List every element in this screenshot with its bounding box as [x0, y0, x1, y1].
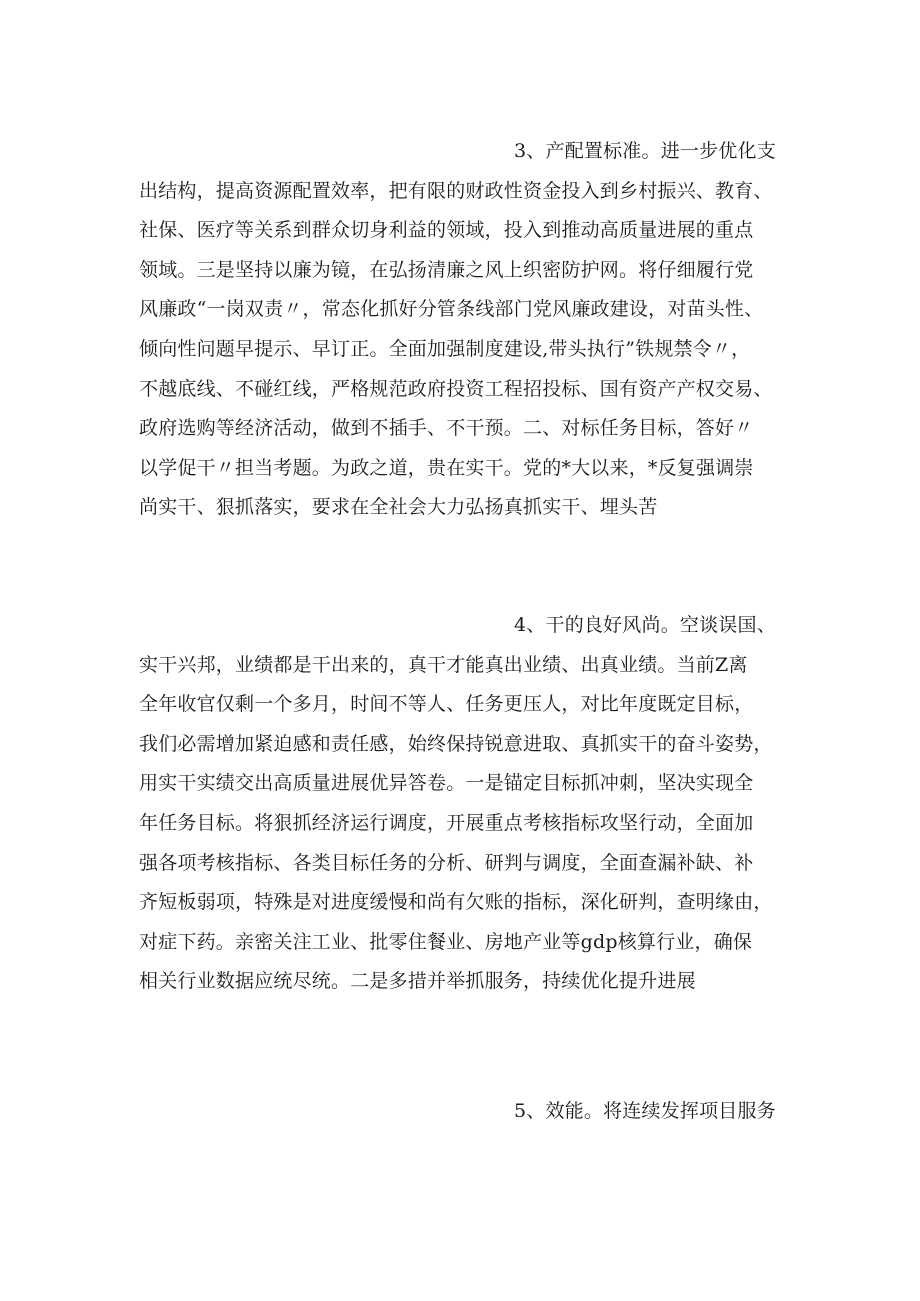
paragraph-line: 尚实干、狠抓落实，要求在全社会大力弘扬真抓实干、埋头苦 [139, 496, 658, 519]
paragraph-line: 年任务目标。将狠抓经济运行调度，开展重点考核指标攻坚行动，全面加 [139, 811, 754, 834]
paragraph-line: 用实干实绩交出高质量进展优异答卷。一是锚定目标抓冲刺，坚决实现全 [139, 772, 754, 795]
paragraph-1 [139, 132, 799, 528]
paragraph-line: 倾向性问题早提示、早订正。全面加强制度建设,带头执行”铁规禁令〃， [139, 337, 751, 360]
paragraph-line: 对症下药。亲密关注工业、批零住餐业、房地产业等gdp核算行业，确保 [139, 930, 753, 953]
paragraph-line: 实干兴邦，业绩都是干出来的，真干才能真出业绩、出真业绩。当前Z离 [139, 653, 748, 676]
paragraph-line: 领域。三是坚持以廉为镜，在弘扬清廉之风上织密防护网。将仔细履行党 [139, 258, 754, 281]
paragraph-line: 风廉政“一岗双责〃，常态化抓好分管条线部门党风廉政建设，对苗头性、 [139, 298, 764, 321]
paragraph-line: 以学促干〃担当考题。为政之道，贵在实干。党的*大以来，*反复强调崇 [139, 456, 754, 479]
paragraph-line: 4、干的良好风尚。空谈误国、 [514, 614, 776, 636]
paragraph-line: 社保、医疗等关系到群众切身利益的领域，投入到推动高质量进展的重点 [139, 219, 754, 242]
paragraph-line: 3、产配置标准。进一步优化支 [514, 140, 776, 162]
paragraph-line: 不越底线、不碰红线，严格规范政府投资工程招投标、国有资产产权交易、 [139, 377, 773, 400]
paragraph-line: 相关行业数据应统尽统。二是多措并举抓服务，持续优化提升进展 [139, 970, 696, 993]
paragraph-2 [139, 606, 799, 1002]
paragraph-line: 政府选购等经济活动，做到不插手、不干预。二、对标任务目标，答好〃 [139, 417, 754, 440]
paragraph-line: 5、效能。将连续发挥项目服务 [514, 1100, 776, 1122]
paragraph-line: 强各项考核指标、各类目标任务的分析、研判与调度，全面查漏补缺、补 [139, 851, 754, 874]
paragraph-line: 齐短板弱项，特殊是对进度缓慢和尚有欠账的指标，深化研判，查明缘由， [139, 891, 773, 914]
paragraph-line: 出结构，提高资源配置效率，把有限的财政性资金投入到乡村振兴、教育、 [139, 179, 773, 202]
paragraph-line: 我们必需增加紧迫感和责任感，始终保持锐意进取、真抓实干的奋斗姿势， [139, 732, 773, 755]
paragraph-line: 全年收官仅剩一个多月，时间不等人、任务更压人，对比年度既定目标， [139, 693, 754, 716]
paragraph-3 [139, 1092, 799, 1132]
